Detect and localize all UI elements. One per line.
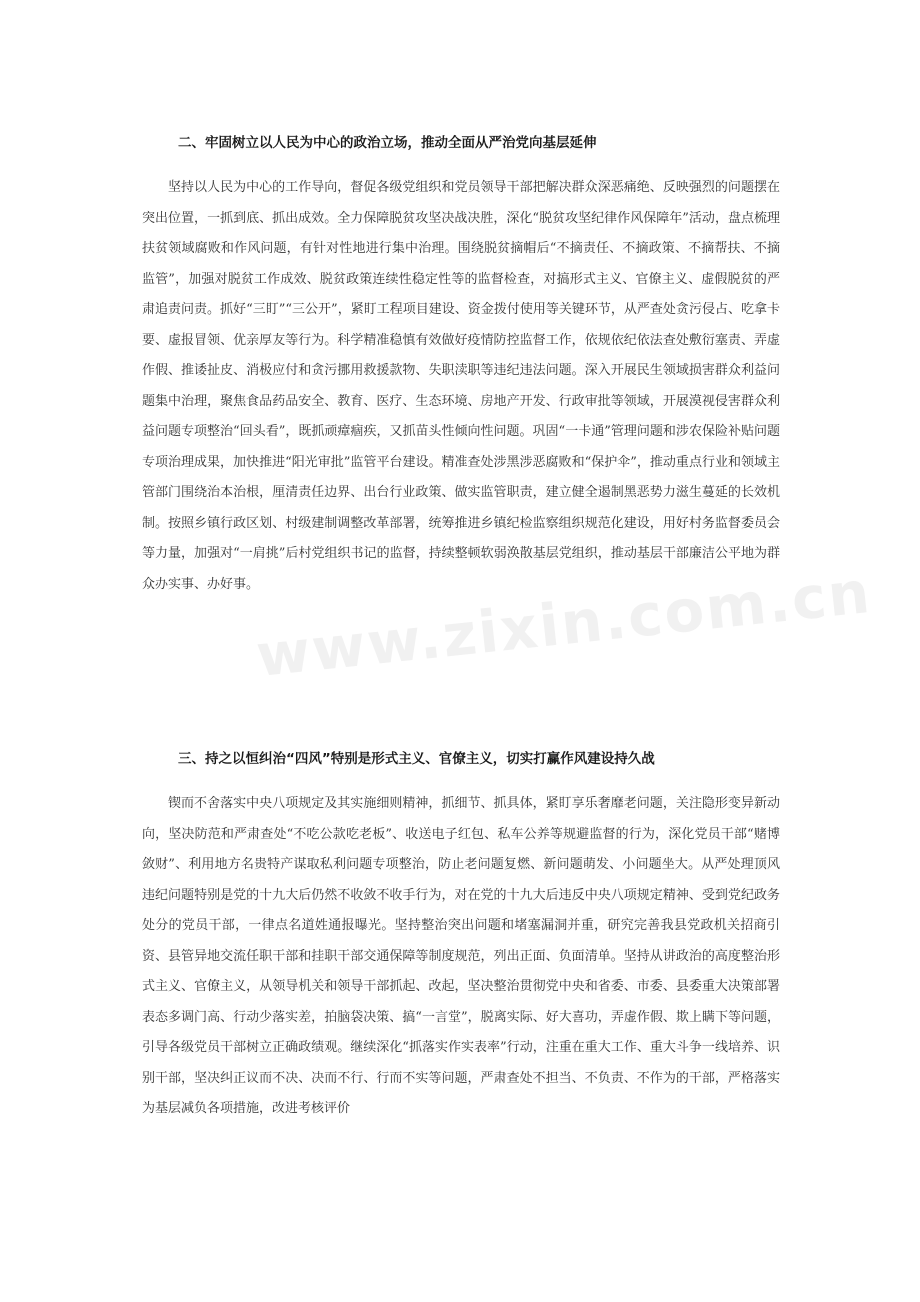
section-3-paragraph: 锲而不舍落实中央八项规定及其实施细则精神，抓细节、抓具体，紧盯享乐奢靡老问题，关注隐形变异新动向，坚决防范和严肃查处“不吃公款吃老板”、收送电子红包、私车公养等规避监督的行为，深化党员干部“赌博敛财”、利用地方名贵特产谋取私利问题专项整治，防止老问题复燃、新问题萌发、小问题坐大。从严处理顶风违纪问题特别是党的十九大后仍然不收敛不收手行为，对在党的十九大后违反中央八项规定精神、受到党纪政务处分的党员干部，一律点名道姓通报曝光。坚持整治突出问题和堵塞漏洞并重，研究完善我县党政机关招商引资、县管异地交流任职干部和挂职干部交通保障等制度规范，列出正面、负面清单。坚持从讲政治的高度整治形式主义、官僚主义，从领导机关和领导干部抓起、改起，坚决整治贯彻党中央和省委、市委、县委重大决策部署表态多调门高、行动少落实差，拍脑袋决策、搞“一言堂”，脱离实际、好大喜功，弄虚作假、欺上瞒下等问题，引导各级党员干部树立正确政绩观。继续深化“抓落实作实表率”行动，注重在重大工作、重大斗争一线培养、识别干部，坚决纠正议而不决、决而不行、行而不实等问题，严肃查处不担当、不负责、不作为的干部，严格落实为基层减负各项措施，改进考核评价 [142,796,780,1116]
section-3-heading: 三、持之以恒纠治“四风”特别是形式主义、官僚主义，切实打赢作风建设持久战 [178,751,655,767]
watermark: www.zixin.com.cn [253,557,875,691]
section-2-paragraph: 坚持以人民为中心的工作导向，督促各级党组织和党员领导干部把解决群众深恶痛绝、反映强烈的问题摆在突出位置，一抓到底、抓出成效。全力保障脱贫攻坚决战决胜，深化“脱贫攻坚纪律作风保障年”活动，盘点梳理扶贫领域腐败和作风问题，有针对性地进行集中治理。围绕脱贫摘帽后“不摘责任、不摘政策、不摘帮扶、不摘监管”，加强对脱贫工作成效、脱贫政策连续性稳定性等的监督检查，对搞形式主义、官僚主义、虚假脱贫的严肃追责问责。抓好“三盯”“三公开”，紧盯工程项目建设、资金拨付使用等关键环节，从严查处贪污侵占、吃拿卡要、虚报冒领、优亲厚友等行为。科学精准稳慎有效做好疫情防控监督工作，依规依纪依法查处敷衍塞责、弄虚作假、推诿扯皮、消极应付和贪污挪用救援款物、失职渎职等违纪违法问题。深入开展民生领域损害群众利益问题集中治理，聚焦食品药品安全、教育、医疗、生态环境、房地产开发、行政审批等领域，开展漠视侵害群众利益问题专项整治“回头看”，既抓顽瘴痼疾，又抓苗头性倾向性问题。巩固“一卡通”管理问题和涉农保险补贴问题专项治理成果，加快推进“阳光审批”监管平台建设。精准查处涉黑涉恶腐败和“保护伞”，推动重点行业和领域主管部门围绕治本治根，厘清责任边界、出台行业政策、做实监管职责，建立健全遏制黑恶势力滋生蔓延的长效机制。按照乡镇行政区划、村级建制调整改革部署，统筹推进乡镇纪检监察组织规范化建设，用好村务监督委员会等力量，加强对“一肩挑”后村党组织书记的监督，持续整顿软弱涣散基层党组织，推动基层干部廉洁公平地为群众办实事、办好事。 [142,180,780,592]
section-2-heading: 二、牢固树立以人民为中心的政治立场，推动全面从严治党向基层延伸 [178,135,597,151]
